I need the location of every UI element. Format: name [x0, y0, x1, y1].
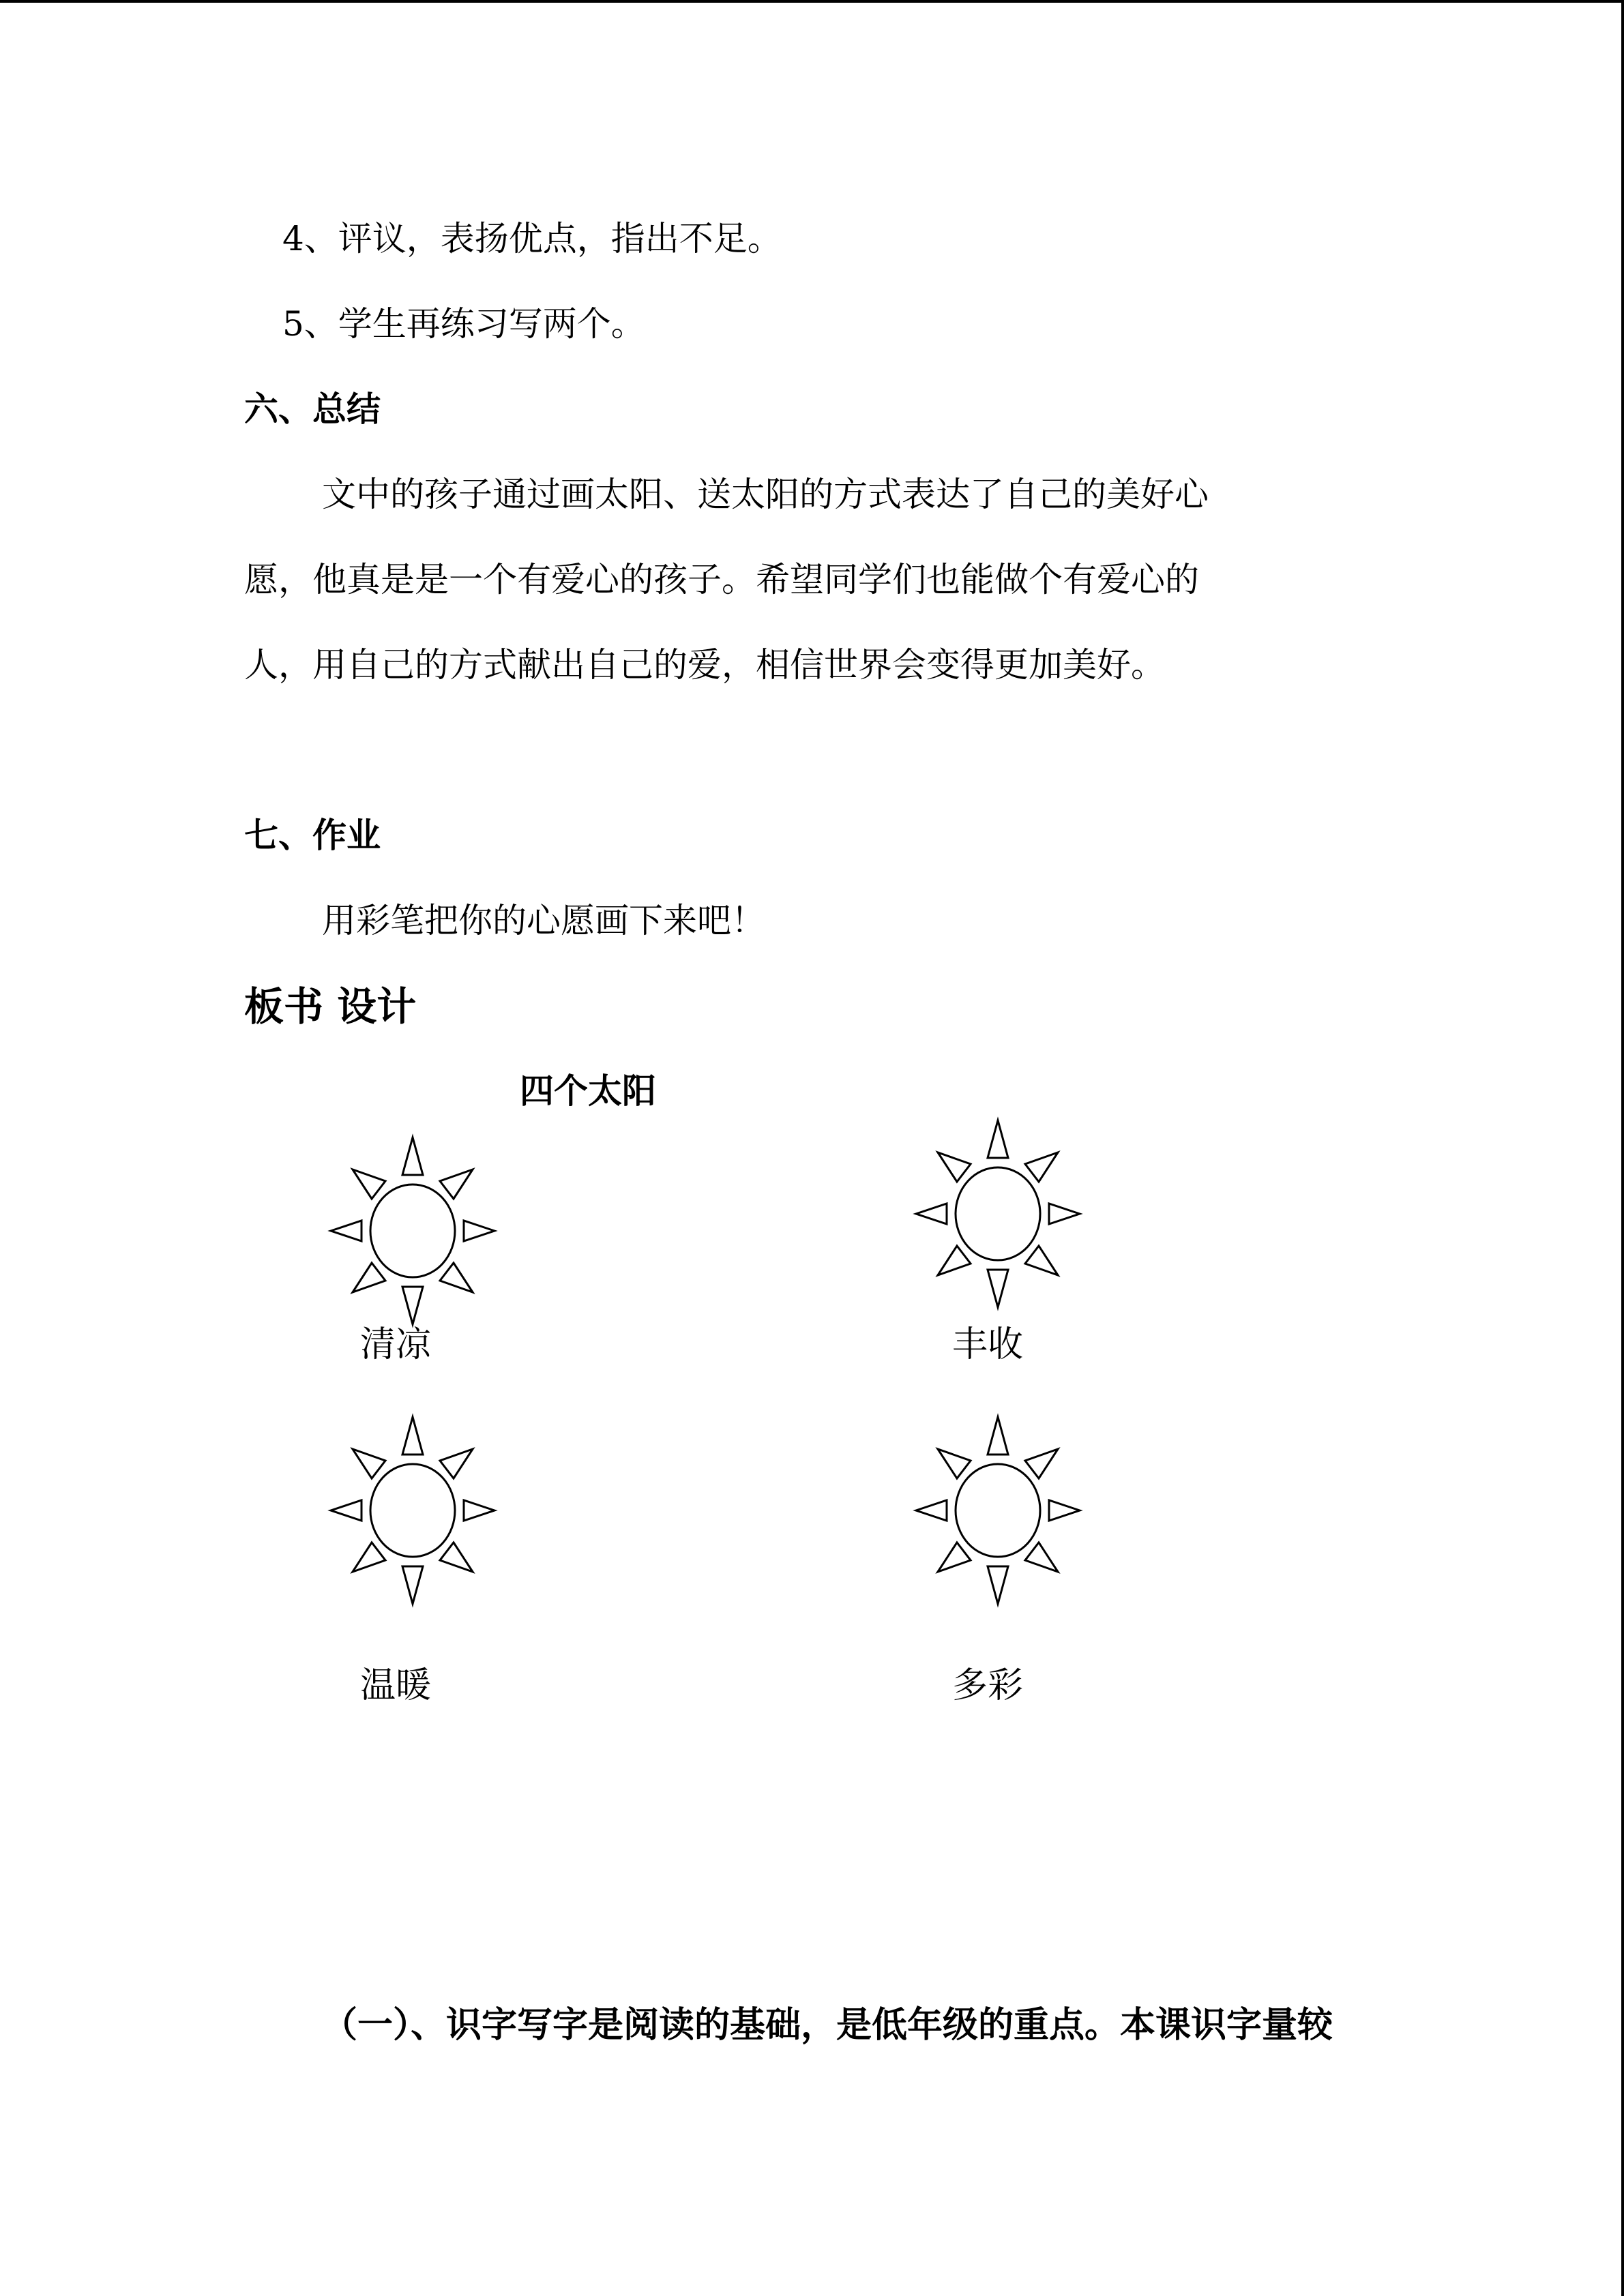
sun-label: 温暖	[360, 1665, 432, 1706]
section-heading-summary: 六、总结	[244, 389, 381, 429]
sun-label: 多彩	[952, 1665, 1024, 1706]
summary-line-2: 愿，他真是是一个有爱心的孩子。希望同学们也能做个有爱心的	[244, 560, 1199, 599]
list-item-5: 5、学生再练习写两个。	[282, 304, 645, 344]
top-border	[0, 0, 1624, 3]
sun-icon	[324, 1412, 501, 1609]
board-title: 四个太阳	[520, 1071, 656, 1111]
homework-text: 用彩笔把你的心愿画下来吧！	[322, 901, 765, 940]
summary-line-3: 人，用自己的方式献出自己的爱，相信世界会变得更加美好。	[244, 645, 1165, 685]
board-design-heading: 板书 设计	[244, 983, 417, 1030]
sun-icon	[909, 1115, 1087, 1313]
sun-icon	[324, 1132, 501, 1330]
list-item-4: 4、评议，表扬优点，指出不足。	[282, 219, 782, 258]
sun-label: 清凉	[360, 1324, 432, 1365]
section-heading-homework: 七、作业	[244, 816, 381, 855]
summary-line-1: 文中的孩子通过画太阳、送太阳的方式表达了自己的美好心	[322, 475, 1209, 514]
footer-paragraph: （一）、识字写字是阅读的基础，是低年级的重点。本课识字量较	[322, 2005, 1333, 2046]
right-border	[1621, 0, 1624, 2296]
sun-icon	[909, 1412, 1087, 1609]
sun-label: 丰收	[952, 1324, 1024, 1365]
